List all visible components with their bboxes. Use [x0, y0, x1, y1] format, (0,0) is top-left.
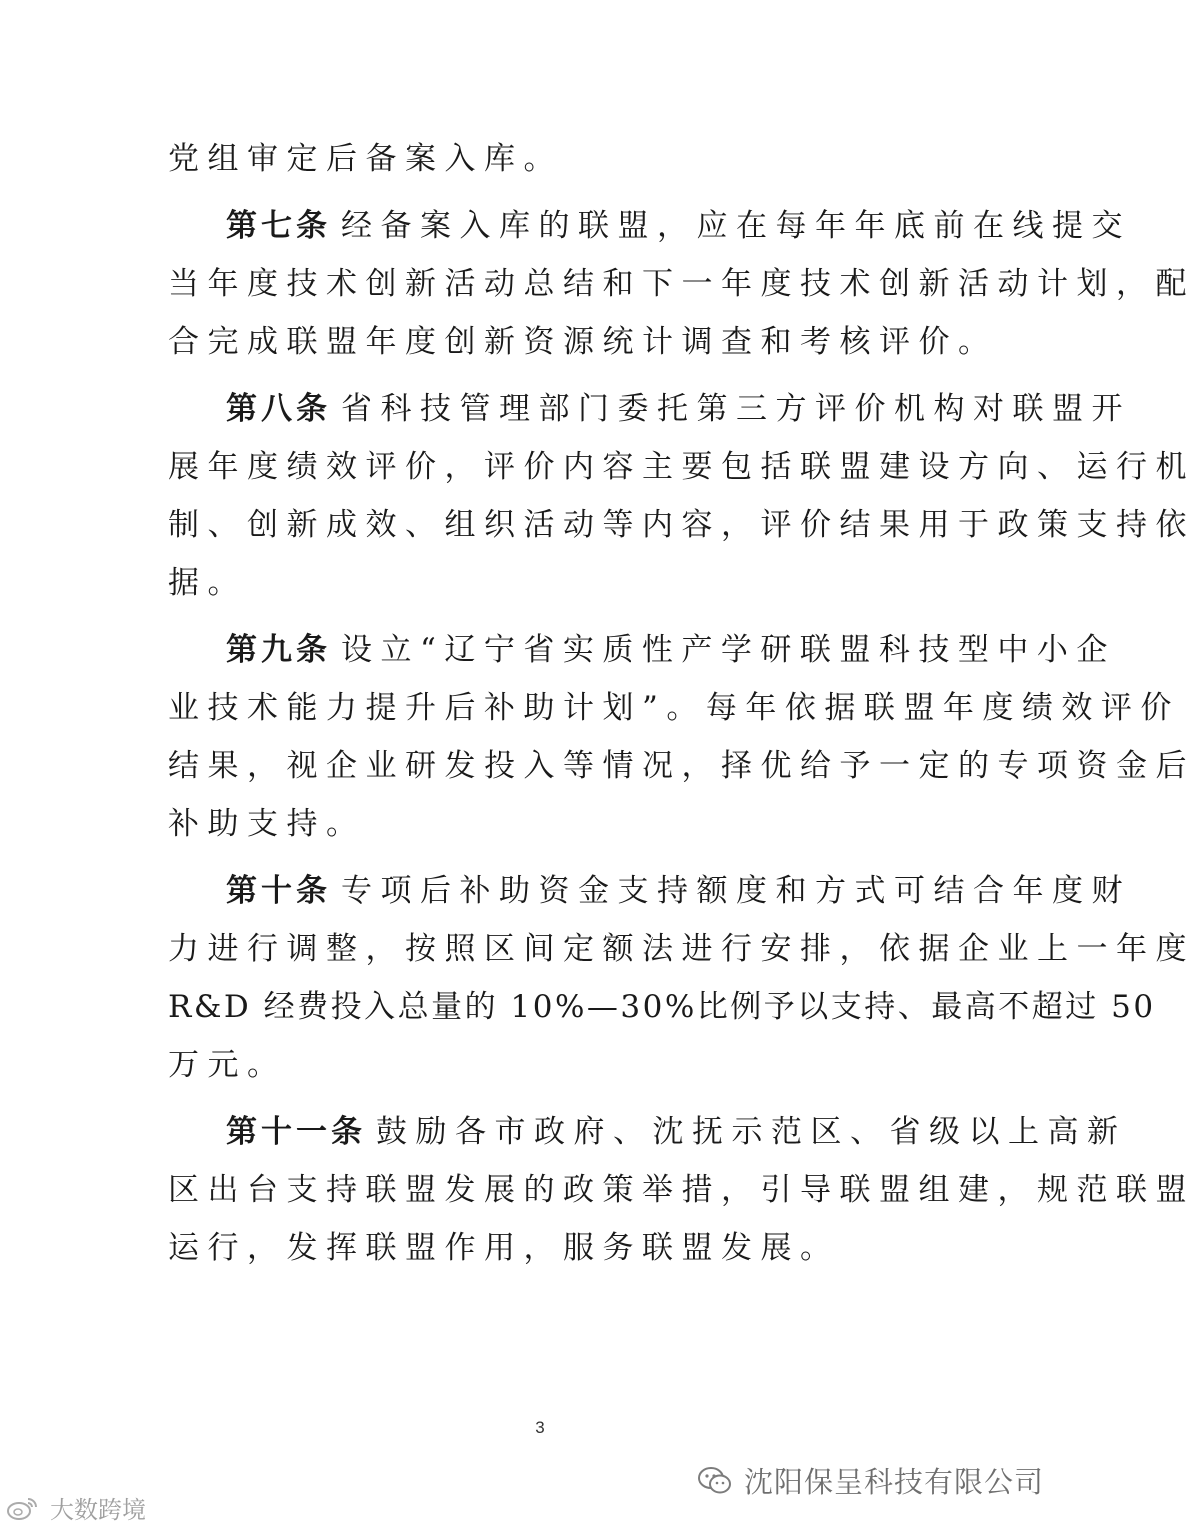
article-11-line-1: [168, 1103, 1127, 1161]
article-7-label: 第七条: [226, 208, 331, 244]
article-9-label: 第九条: [226, 632, 331, 668]
article-9-line-2: 业技术能力提升后补助计划”。每年依据联盟年度绩效评价: [168, 690, 1180, 726]
article-8-label: 第八条: [226, 391, 331, 427]
weibo-icon: [6, 1495, 42, 1521]
article-10-text: 专项后补助资金支持额度和方式可结合年度财: [341, 873, 1131, 909]
article-7-line-3: 合完成联盟年度创新资源统计调查和考核评价。: [168, 324, 998, 360]
article-11-label: 第十一条: [226, 1114, 366, 1150]
weibo-account-name: 大数跨境: [50, 1496, 146, 1524]
article-10-line-4: 万元。: [168, 1047, 287, 1083]
article-11-line-2: 区出台支持联盟发展的政策举措，引导联盟组建，规范联盟: [168, 1172, 1195, 1208]
wechat-account-name: 沈阳保呈科技有限公司: [743, 1465, 1044, 1499]
paragraph-line: 党组审定后备案入库。: [168, 141, 563, 177]
wechat-watermark: [698, 1460, 1044, 1501]
article-9-text: 设立“辽宁省实质性产学研联盟科技型中小企: [341, 632, 1116, 668]
article-8-line-1: [168, 380, 1131, 438]
article-7-line-2: 当年度技术创新活动总结和下一年度技术创新活动计划，配: [168, 266, 1195, 302]
article-9-line-1: [168, 621, 1116, 679]
article-11-text: 鼓励各市政府、沈抚示范区、省级以上高新: [376, 1114, 1127, 1150]
article-9-line-3: 结果，视企业研发投入等情况，择优给予一定的专项资金后: [168, 748, 1195, 784]
document-body: [168, 130, 1195, 1277]
article-9-line-4: 补助支持。: [168, 806, 366, 842]
article-10-line-3: R&D 经费投入总量的 10%—30%比例予以支持、最高不超过 50: [168, 989, 1156, 1025]
article-10-line-2: 力进行调整，按照区间定额法进行安排，依据企业上一年度: [168, 931, 1195, 967]
wechat-icon: [698, 1467, 732, 1495]
article-7-line-1: [168, 197, 1131, 255]
article-8-line-2: 展年度绩效评价，评价内容主要包括联盟建设方向、运行机: [168, 449, 1195, 485]
page-number: 3: [535, 1418, 545, 1437]
article-8-line-4: 据。: [168, 565, 247, 601]
article-10-label: 第十条: [226, 873, 331, 909]
article-7-text: 经备案入库的联盟，应在每年年底前在线提交: [341, 208, 1131, 244]
weibo-watermark: [6, 1490, 146, 1525]
article-11-line-3: 运行，发挥联盟作用，服务联盟发展。: [168, 1230, 840, 1266]
article-8-text: 省科技管理部门委托第三方评价机构对联盟开: [341, 391, 1131, 427]
article-10-line-1: [168, 862, 1131, 920]
article-8-line-3: 制、创新成效、组织活动等内容，评价结果用于政策支持依: [168, 507, 1195, 543]
